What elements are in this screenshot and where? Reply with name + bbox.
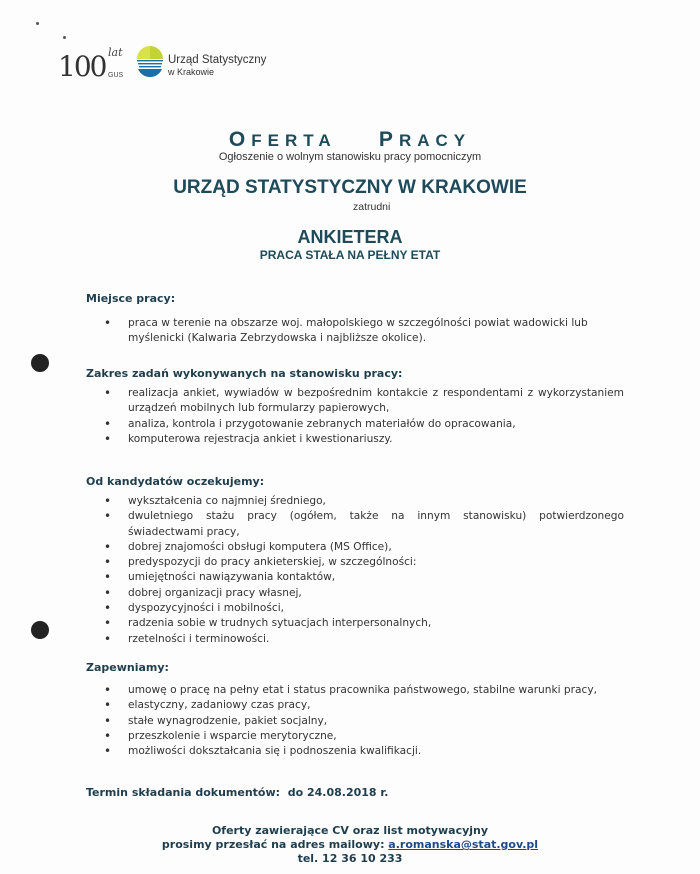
pracy-initial: P xyxy=(378,128,399,151)
list-item: • rzetelności i terminowości. xyxy=(104,632,624,647)
section-heading-requirements: Od kandydatów oczekujemy: xyxy=(86,475,265,488)
contact-phone: tel. 12 36 10 233 xyxy=(297,852,403,865)
section-heading-benefits: Zapewniamy: xyxy=(86,661,169,674)
punch-hole-top xyxy=(31,354,49,372)
requirements-list xyxy=(104,494,624,647)
oferta-initial: O xyxy=(228,128,252,151)
footer-line2 xyxy=(0,838,700,851)
section-heading-duties: Zakres zadań wykonywanych na stanowisku pracy: xyxy=(86,367,403,380)
scan-speck xyxy=(63,36,66,39)
list-item: • stałe wynagrodzenie, pakiet socjalny, xyxy=(104,714,624,729)
list-item: • radzenia sobie w trudnych sytuacjach interpersonalnych, xyxy=(104,616,624,631)
list-item: • komputerowa rejestracja ankiet i kwestionariuszy. xyxy=(104,432,624,447)
org-name xyxy=(168,54,266,77)
benefits-list xyxy=(104,683,624,759)
list-item: • elastyczny, zadaniowy czas pracy, xyxy=(104,698,624,713)
gus-centenary-logo xyxy=(58,46,138,84)
list-item: • dobrej organizacji pracy własnej, xyxy=(104,586,624,601)
section-heading-workplace: Miejsce pracy: xyxy=(86,292,176,305)
list-item: • możliwości dokształcania się i podnoszenia kwalifikacji. xyxy=(104,744,624,759)
deadline: Termin składania dokumentów: do 24.08.2018 r. xyxy=(86,786,389,799)
footer-line1: Oferty zawierające CV oraz list motywacyjny xyxy=(211,824,489,837)
list-item: • praca w terenie na obszarze woj. małopolskiego w szczególności powiat wadowicki lub myślenicki (Kalwaria Zebrzydowska i najbliższe okolice). xyxy=(104,316,624,347)
statistics-office-logo-circle xyxy=(136,44,164,84)
oferta-rest: FERTA xyxy=(251,131,337,150)
org-line2: w Krakowie xyxy=(168,67,215,77)
scan-speck xyxy=(36,22,39,25)
logo-gus: GUS xyxy=(108,72,124,79)
list-item: • przeszkolenie i wsparcie merytoryczne, xyxy=(104,729,624,744)
list-item: • dwuletniego stażu pracy (ogółem, także na innym stanowisku) potwierdzonego świadectwami pracy, xyxy=(104,509,624,540)
list-item: • predyspozycji do pracy ankieterskiej, w szczególności: xyxy=(104,555,624,570)
offer-heading xyxy=(0,128,700,152)
list-item: • umiejętności nawiązywania kontaktów, xyxy=(104,570,624,585)
offer-subtitle: Ogłoszenie o wolnym stanowisku pracy pomocniczym xyxy=(218,151,482,163)
footer-line2-prefix: prosimy przesłać na adres mailowy: xyxy=(161,838,389,851)
duties-list xyxy=(104,386,624,447)
list-item: • wykształcenia co najmniej średniego, xyxy=(104,494,624,509)
position-type: PRACA STAŁA NA PEŁNY ETAT xyxy=(259,248,441,262)
list-item: • dobrej znajomości obsługi komputera (MS Office), xyxy=(104,540,624,555)
list-item: • analiza, kontrola i przygotowanie zebranych materiałów do opracowania, xyxy=(104,417,624,432)
org-line1: Urząd Statystyczny xyxy=(168,54,267,66)
logo-number: 100 xyxy=(58,50,106,83)
workplace-list xyxy=(104,316,624,347)
employer-name: URZĄD STATYSTYCZNY W KRAKOWIE xyxy=(173,177,527,198)
list-item: • realizacja ankiet, wywiadów w bezpośrednim kontakcie z respondentami z wykorzystaniem urządzeń mobilnych lub formularzy papierowych, xyxy=(104,386,624,417)
contact-email-link[interactable]: a.romanska@stat.gov.pl xyxy=(388,838,539,851)
hires-label: zatrudni xyxy=(353,201,391,213)
punch-hole-bottom xyxy=(31,621,49,639)
pracy-rest: RACY xyxy=(398,131,472,150)
position-title: ANKIETERA xyxy=(297,227,403,247)
list-item: • umowę o pracę na pełny etat i status pracownika państwowego, stabilne warunki pracy, xyxy=(104,683,624,698)
list-item: • dyspozycyjności i mobilności, xyxy=(104,601,624,616)
logo-lat: lat xyxy=(108,46,123,59)
